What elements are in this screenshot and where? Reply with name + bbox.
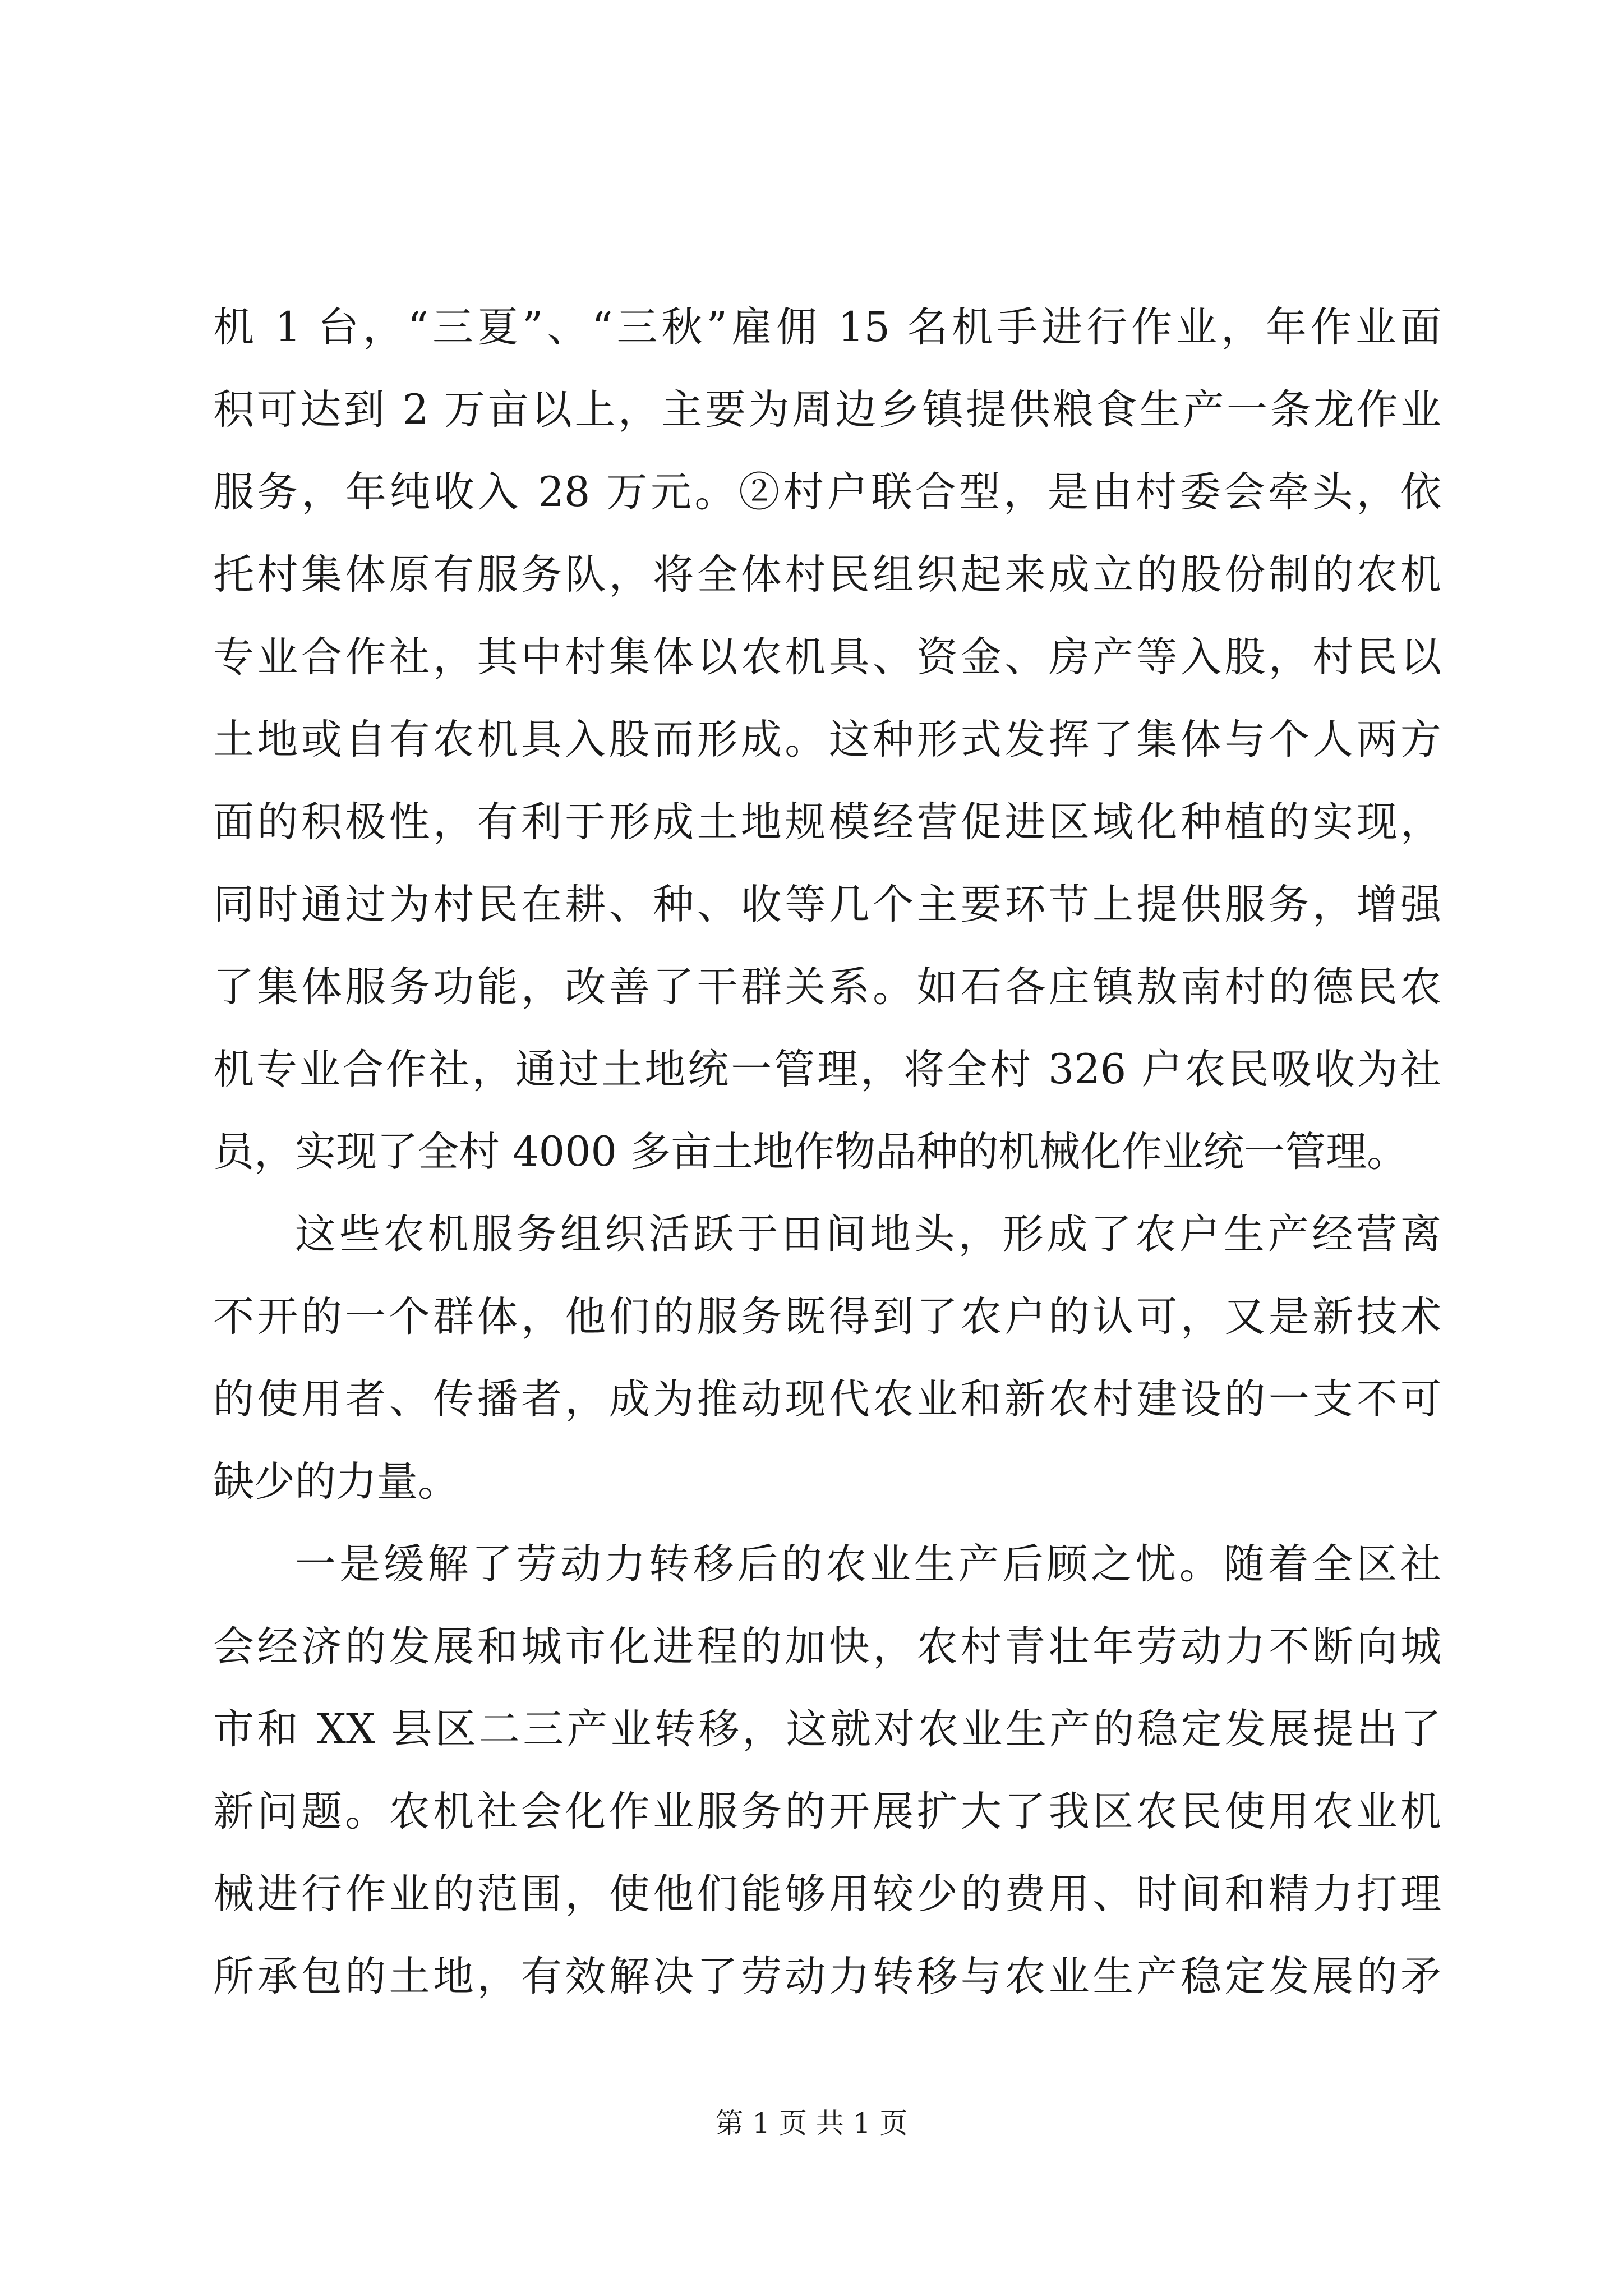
text-line: 所承包的土地，有效解决了劳动力转移与农业生产稳定发展的矛 bbox=[213, 1953, 1441, 2000]
text-line: 机专业合作社，通过土地统一管理，将全村 326 户农民吸收为社 bbox=[213, 1046, 1441, 1093]
text-line: 积可达到 2 万亩以上，主要为周边乡镇提供粮食生产一条龙作业 bbox=[213, 386, 1441, 434]
text-line: 托村集体原有服务队，将全体村民组织起来成立的股份制的农机 bbox=[213, 551, 1441, 599]
document-body bbox=[213, 286, 1441, 2018]
text-line: 机 1 台，“三夏”、“三秋”雇佣 15 名机手进行作业，年作业面 bbox=[213, 303, 1441, 351]
text-line: 员，实现了全村 4000 多亩土地作物品种的机械化作业统一管理。 bbox=[213, 1128, 1408, 1176]
text-line: 缺少的力量。 bbox=[213, 1458, 459, 1506]
text-line: 同时通过为村民在耕、种、收等几个主要环节上提供服务，增强 bbox=[213, 881, 1441, 928]
text-line: 市和 XX 县区二三产业转移，这就对农业生产的稳定发展提出了 bbox=[213, 1705, 1441, 1753]
text-line: 不开的一个群体，他们的服务既得到了农户的认可，又是新技术 bbox=[213, 1293, 1441, 1341]
page-number-footer: 第 1 页 共 1 页 bbox=[715, 2107, 908, 2139]
text-line: 专业合作社，其中村集体以农机具、资金、房产等入股，村民以 bbox=[213, 633, 1441, 681]
paragraph-start-line: 这些农机服务组织活跃于田间地头，形成了农户生产经营离 bbox=[295, 1211, 1441, 1258]
text-line: 面的积极性，有利于形成土地规模经营促进区域化种植的实现， bbox=[213, 798, 1441, 846]
text-line: 会经济的发展和城市化进程的加快，农村青壮年劳动力不断向城 bbox=[213, 1623, 1441, 1671]
text-line: 土地或自有农机具入股而形成。这种形式发挥了集体与个人两方 bbox=[213, 716, 1441, 763]
text-line: 的使用者、传播者，成为推动现代农业和新农村建设的一支不可 bbox=[213, 1375, 1441, 1423]
text-line: 了集体服务功能，改善了干群关系。如石各庄镇敖南村的德民农 bbox=[213, 963, 1441, 1011]
paragraph-start-line: 一是缓解了劳动力转移后的农业生产后顾之忧。随着全区社 bbox=[295, 1540, 1441, 1588]
text-line: 新问题。农机社会化作业服务的开展扩大了我区农民使用农业机 bbox=[213, 1788, 1441, 1835]
text-line: 服务，年纯收入 28 万元。②村户联合型，是由村委会牵头，依 bbox=[213, 468, 1441, 516]
text-line: 械进行作业的范围，使他们能够用较少的费用、时间和精力打理 bbox=[213, 1870, 1441, 1918]
